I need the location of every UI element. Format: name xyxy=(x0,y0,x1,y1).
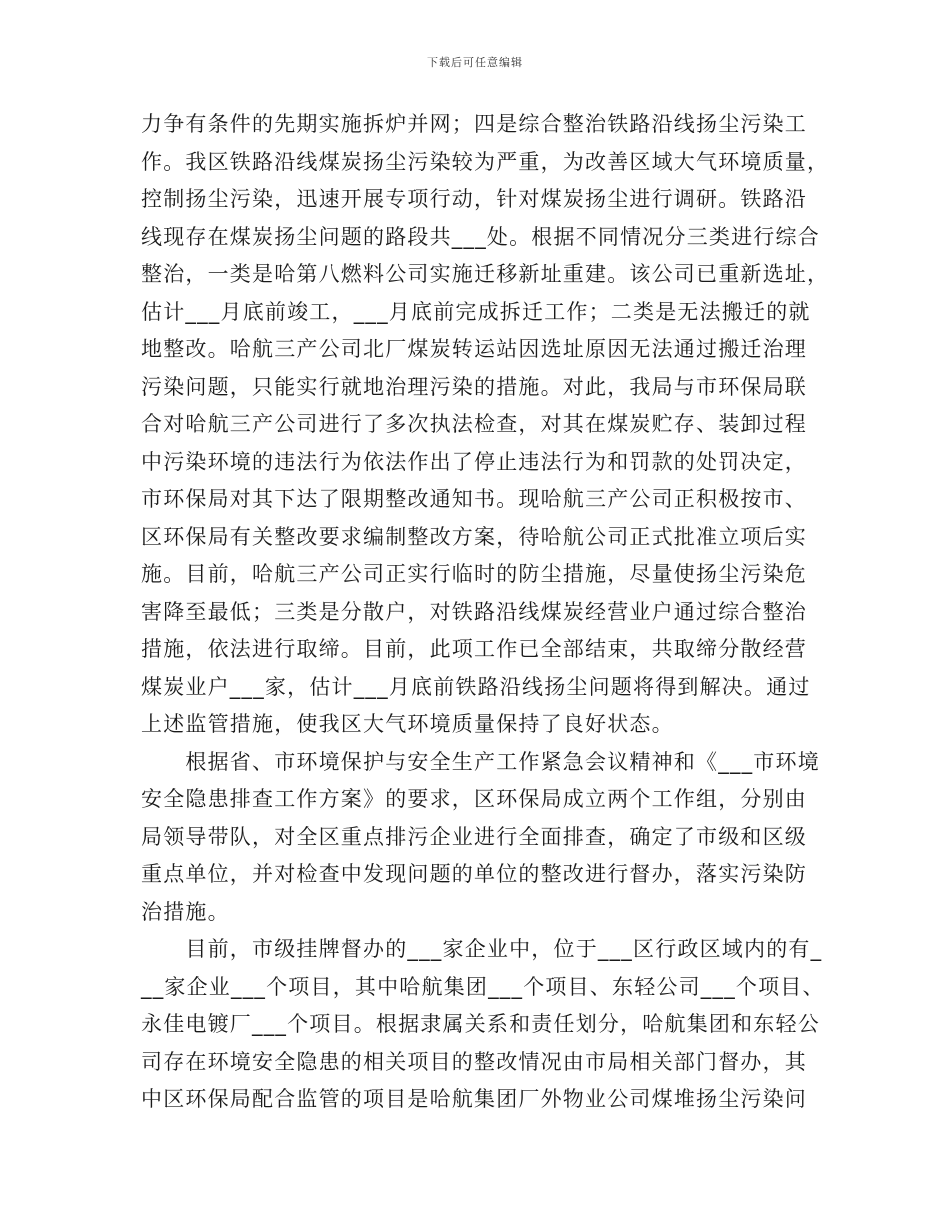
text-line: 力争有条件的先期实施拆炉并网；四是综合整治铁路沿线扬尘污染工 xyxy=(141,112,807,136)
text-line: 永佳电镀厂___个项目。根据隶属关系和责任划分，哈航集团和东轻公 xyxy=(141,1012,820,1036)
text-line: 控制扬尘污染，迅速开展专项行动，针对煤炭扬尘进行调研。铁路沿 xyxy=(141,187,807,211)
text-line: 司存在环境安全隐患的相关项目的整改情况由市局相关部门督办，其 xyxy=(141,1049,807,1074)
text-line: 措施，依法进行取缔。目前，此项工作已全部结束，共取缔分散经营 xyxy=(141,637,807,661)
text-line: 上述监管措施，使我区大气环境质量保持了良好状态。 xyxy=(141,712,674,736)
text-line: 施。目前，哈航三产公司正实行临时的防尘措施，尽量使扬尘污染危 xyxy=(141,562,807,586)
text-line: 重点单位，并对检查中发现问题的单位的整改进行督办，落实污染防 xyxy=(141,862,807,886)
text-line: 估计___月底前竣工，___月底前完成拆迁工作；二类是无法搬迁的就 xyxy=(141,299,811,324)
text-line: 市环保局对其下达了限期整改通知书。现哈航三产公司正积极按市、 xyxy=(141,487,807,511)
paragraph-3 xyxy=(141,931,825,1119)
text-line: 作。我区铁路沿线煤炭扬尘污染较为严重，为改善区域大气环境质量， xyxy=(141,149,830,174)
text-line: 局领导带队，对全区重点排污企业进行全面排查，确定了市级和区级 xyxy=(141,824,807,849)
page-header: 下载后可任意编辑 xyxy=(427,56,523,69)
text-line: 污染问题，只能实行就地治理污染的措施。对此，我局与市环保局联 xyxy=(141,374,807,399)
text-line: 治措施。 xyxy=(141,899,230,924)
text-line: 整治，一类是哈第八燃料公司实施迁移新址重建。该公司已重新选址， xyxy=(141,262,830,286)
text-line: 中污染环境的违法行为依法作出了停止违法行为和罚款的处罚决定， xyxy=(141,449,807,474)
text-line: 根据省、市环境保护与安全生产工作紧急会议精神和《___市环境 xyxy=(141,749,820,774)
text-line: 煤炭业户___家，估计___月底前铁路沿线扬尘问题将得到解决。通过 xyxy=(141,674,811,699)
paragraph-1 xyxy=(141,106,830,744)
text-line: 地整改。哈航三产公司北厂煤炭转运站因选址原因无法通过搬迁治理 xyxy=(141,337,807,361)
text-line: 中区环保局配合监管的项目是哈航集团厂外物业公司煤堆扬尘污染问 xyxy=(141,1087,807,1111)
text-line: 合对哈航三产公司进行了多次执法检查，对其在煤炭贮存、装卸过程 xyxy=(141,412,807,436)
text-line: 区环保局有关整改要求编制整改方案，待哈航公司正式批准立项后实 xyxy=(141,524,807,549)
text-line: 安全隐患排查工作方案》的要求，区环保局成立两个工作组，分别由 xyxy=(141,787,807,811)
text-line: 线现存在煤炭扬尘问题的路段共___处。根据不同情况分三类进行综合 xyxy=(141,224,820,249)
text-line: 目前，市级挂牌督办的___家企业中，位于___区行政区域内的有_ xyxy=(141,937,823,961)
paragraph-2 xyxy=(141,744,820,932)
text-line: 害降至最低；三类是分散户，对铁路沿线煤炭经营业户通过综合整治 xyxy=(141,599,807,624)
text-line: __家企业___个项目，其中哈航集团___个项目、东轻公司___个项目、 xyxy=(141,974,825,999)
document-body xyxy=(141,106,830,1119)
